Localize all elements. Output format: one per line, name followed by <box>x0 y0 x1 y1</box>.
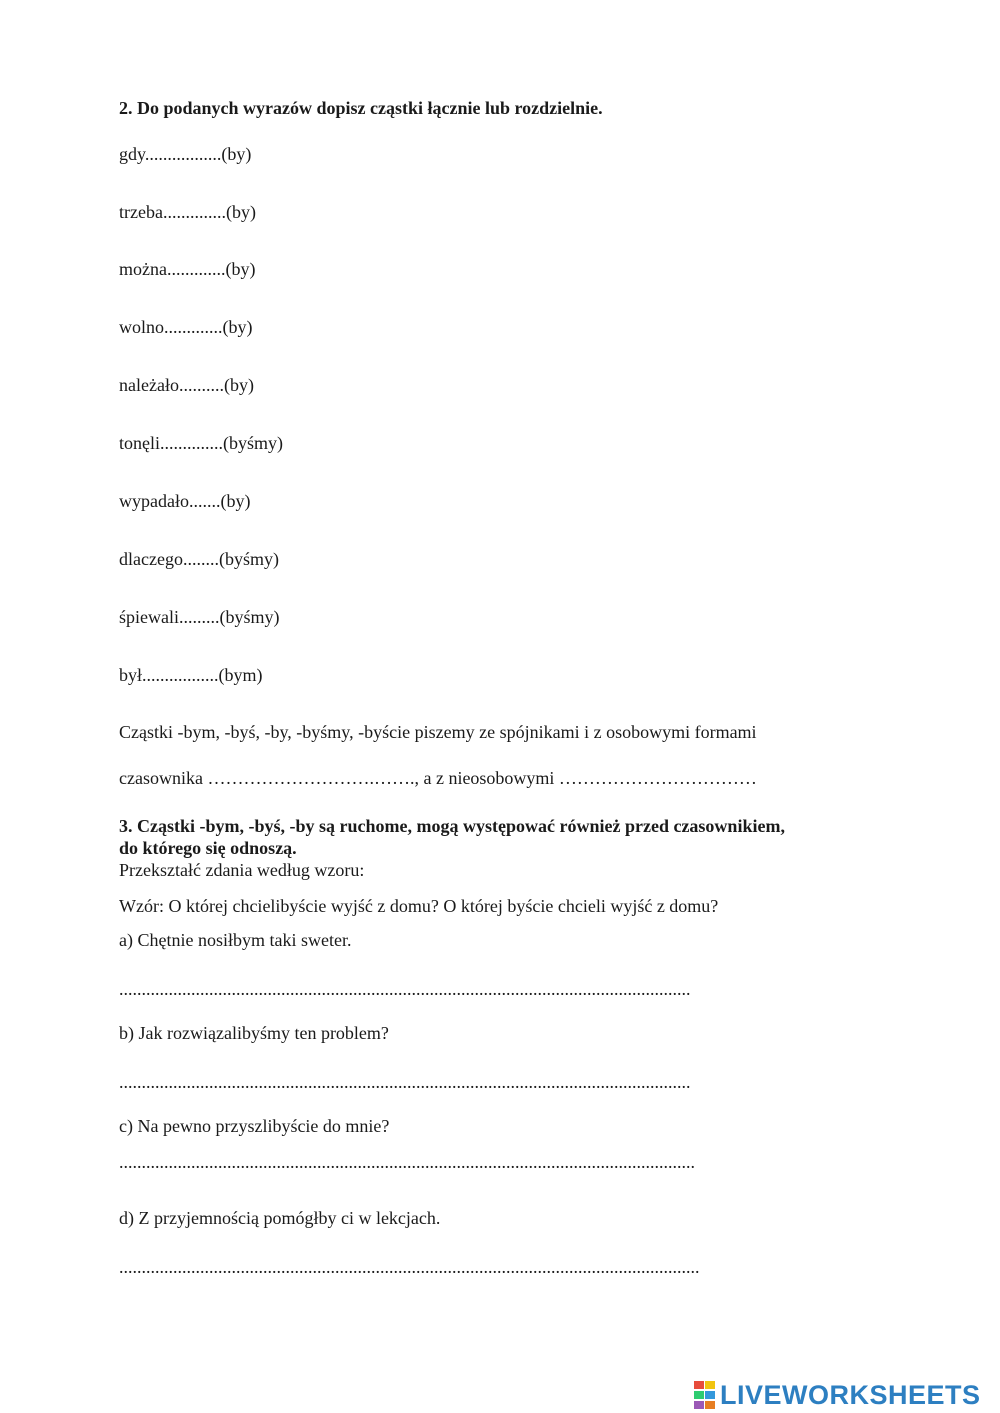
exercise-item: wypadało.......(by) <box>119 491 251 511</box>
liveworksheets-logo-text: LIVEWORKSHEETS <box>720 1380 981 1410</box>
exercise-item: dlaczego........(byśmy) <box>119 549 279 569</box>
sentence-a: a) Chętnie nosiłbym taki sweter. <box>119 930 352 950</box>
rule-text-line-1: Cząstki -bym, -byś, -by, -byśmy, -byście piszemy ze spójnikami i z osobowymi formami <box>119 722 757 742</box>
sentence-b: b) Jak rozwiązalibyśmy ten problem? <box>119 1023 389 1043</box>
answer-line-d[interactable]: ................................................................................................................................. <box>119 1257 700 1277</box>
exercise-item: gdy.................(by) <box>119 144 252 164</box>
rule-text-line-2: czasownika ……………………….……., a z nieosobowymi …………………………… <box>119 768 757 788</box>
instruction-text: Przekształć zdania według wzoru: <box>119 860 365 880</box>
exercise-item: tonęli..............(byśmy) <box>119 433 283 453</box>
exercise-item: był.................(bym) <box>119 665 263 685</box>
exercise-item: wolno.............(by) <box>119 317 253 337</box>
answer-line-a[interactable]: ............................................................................................................................... <box>119 979 691 999</box>
section-3-heading-line-1: 3. Cząstki -bym, -byś, -by są ruchome, mogą występować również przed czasownikiem, <box>119 816 785 836</box>
sentence-c: c) Na pewno przyszlibyście do mnie? <box>119 1116 390 1136</box>
sentence-d: d) Z przyjemnością pomógłby ci w lekcjach. <box>119 1208 441 1228</box>
example-text: Wzór: O której chcielibyście wyjść z domu? O której byście chcieli wyjść z domu? <box>119 896 719 916</box>
exercise-item: trzeba..............(by) <box>119 202 256 222</box>
answer-line-c[interactable]: ................................................................................................................................ <box>119 1152 695 1172</box>
liveworksheets-logo-icon <box>694 1381 716 1409</box>
answer-line-b[interactable]: ............................................................................................................................... <box>119 1072 691 1092</box>
section-2-heading: 2. Do podanych wyrazów dopisz cząstki łącznie lub rozdzielnie. <box>119 98 603 118</box>
exercise-item: można.............(by) <box>119 259 256 279</box>
section-3-heading-line-2: do którego się odnoszą. <box>119 838 297 858</box>
exercise-item: należało..........(by) <box>119 375 254 395</box>
liveworksheets-logo <box>694 1378 981 1412</box>
exercise-item: śpiewali.........(byśmy) <box>119 607 280 627</box>
